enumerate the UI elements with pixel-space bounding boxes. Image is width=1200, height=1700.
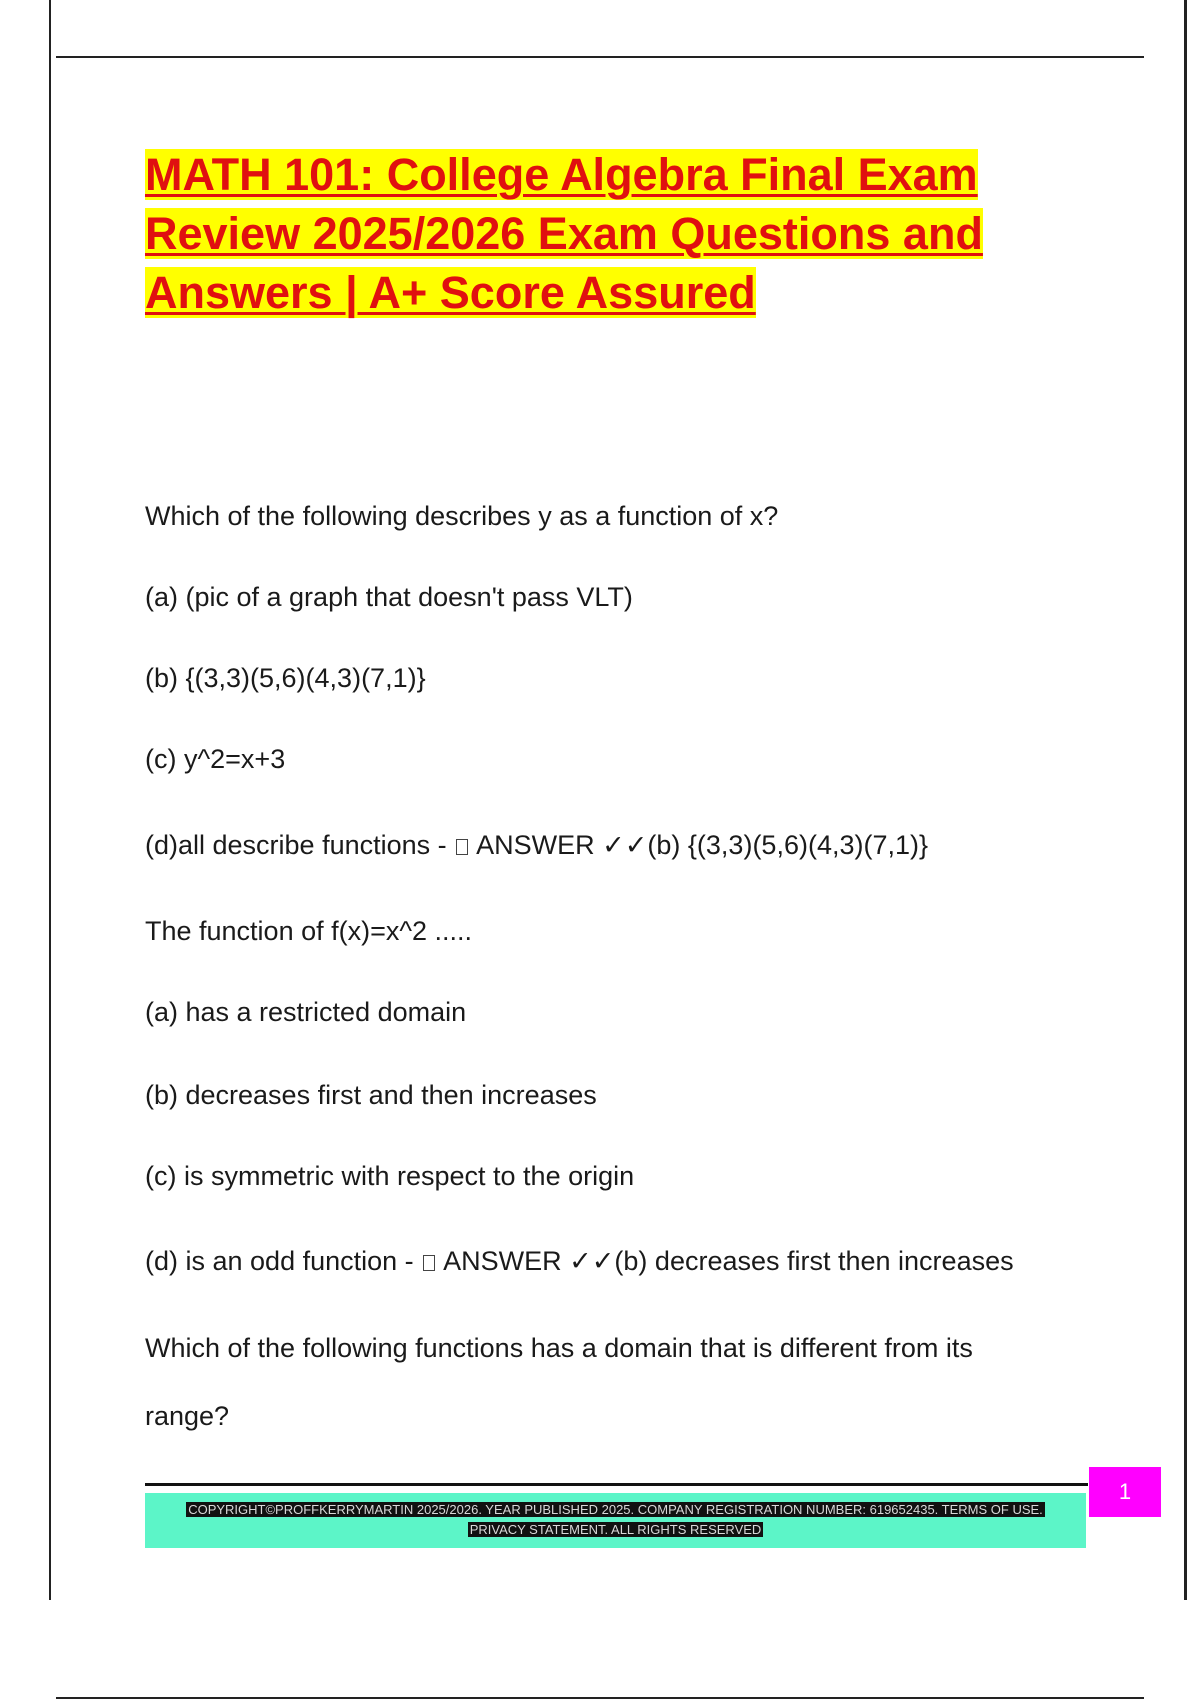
page-border-left <box>49 0 51 1600</box>
missing-glyph-icon <box>423 1255 435 1271</box>
q2-option-c: (c) is symmetric with respect to the origin <box>145 1161 635 1191</box>
q1-answer: ANSWER ✓✓(b) {(3,3)(5,6)(4,3)(7,1)} <box>470 830 929 860</box>
q1-option-d <box>145 829 928 861</box>
footer-rule <box>145 1483 1088 1486</box>
q3-question-line-2: range? <box>145 1401 230 1431</box>
missing-glyph-icon <box>456 839 468 855</box>
copyright-line-2: PRIVACY STATEMENT. ALL RIGHTS RESERVED <box>469 1522 762 1537</box>
q1-option-a: (a) (pic of a graph that doesn't pass VLT) <box>145 582 633 612</box>
title-line-1: MATH 101: College Algebra Final Exam <box>145 149 978 200</box>
q2-option-d <box>145 1245 1014 1277</box>
q2-question: The function of f(x)=x^2 ..... <box>145 916 473 946</box>
q1-option-b: (b) {(3,3)(5,6)(4,3)(7,1)} <box>145 663 426 693</box>
q2-option-d-text: (d) is an odd function - <box>145 1246 422 1276</box>
q1-question: Which of the following describes y as a function of x? <box>145 501 779 531</box>
copyright-line-1: COPYRIGHT©PROFFKERRYMARTIN 2025/2026. YEAR PUBLISHED 2025. COMPANY REGISTRATION NUMBER: 619652435. TERMS OF USE. <box>188 1502 1043 1517</box>
q3-question-line-1: Which of the following functions has a domain that is different from its <box>145 1333 973 1363</box>
next-page-rule <box>56 1697 1144 1699</box>
q2-answer: ANSWER ✓✓(b) decreases first then increases <box>437 1246 1014 1276</box>
title-line-3: Answers | A+ Score Assured <box>145 267 756 318</box>
q1-option-c: (c) y^2=x+3 <box>145 744 286 774</box>
document-title <box>145 145 1085 322</box>
q2-option-a: (a) has a restricted domain <box>145 997 467 1027</box>
q1-option-d-text: (d)all describe functions - <box>145 830 455 860</box>
copyright-footer <box>145 1493 1086 1548</box>
page-border-right <box>1184 0 1187 1600</box>
title-line-2: Review 2025/2026 Exam Questions and <box>145 208 983 259</box>
q2-option-b: (b) decreases first and then increases <box>145 1080 597 1110</box>
page-number-badge: 1 <box>1089 1467 1161 1517</box>
header-rule <box>56 56 1144 58</box>
